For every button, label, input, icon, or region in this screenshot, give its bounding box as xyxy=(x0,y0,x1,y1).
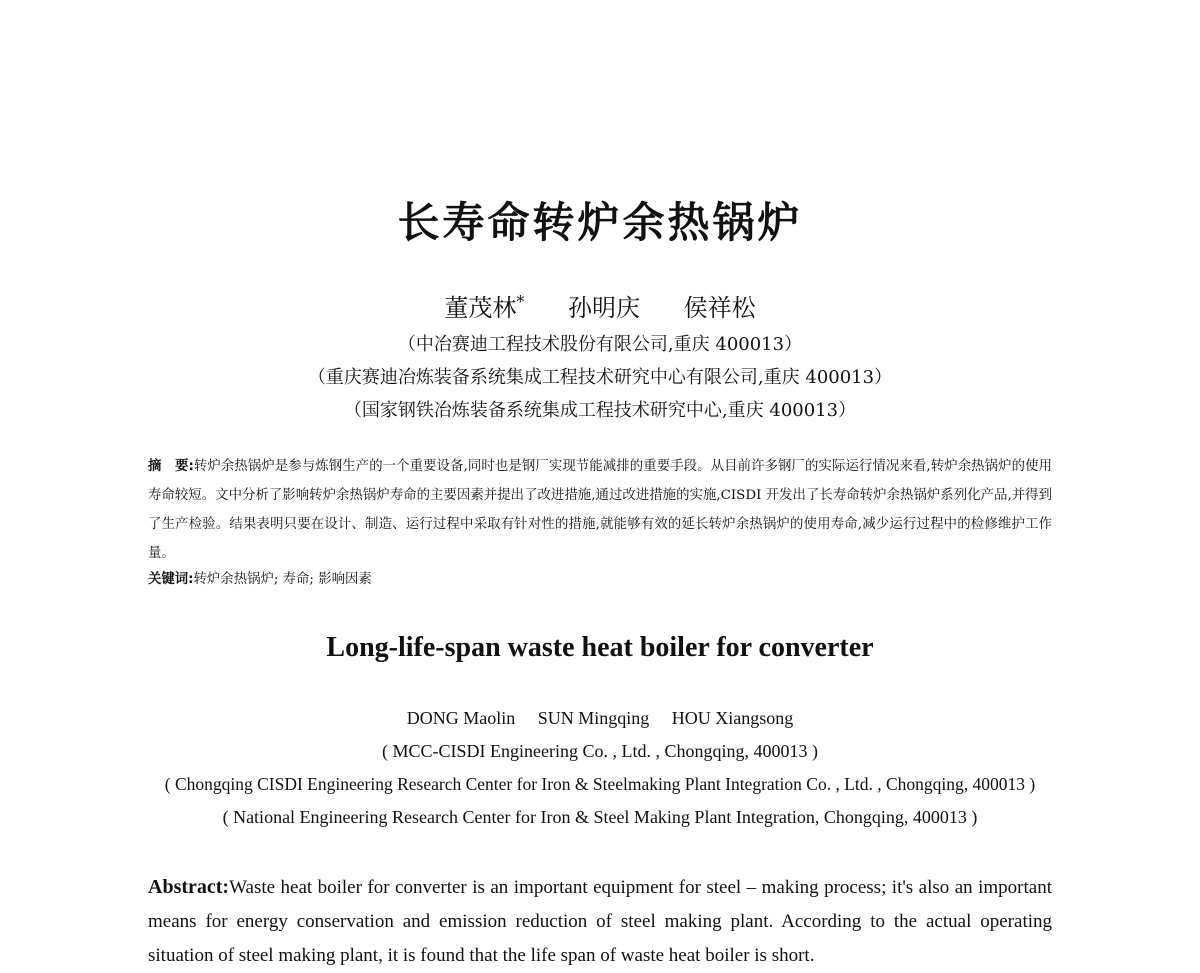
abstract-english xyxy=(148,870,1052,973)
corresponding-author-mark: * xyxy=(516,292,525,311)
author-en-3: HOU Xiangsong xyxy=(671,708,794,728)
author-en-2: SUN Mingqing xyxy=(537,708,650,728)
abstract-en-label: Abstract: xyxy=(148,876,230,898)
affiliation-cn-1: （中冶赛迪工程技术股份有限公司,重庆 400013） xyxy=(397,334,803,355)
title-chinese: 长寿命转炉余热锅炉 xyxy=(397,198,803,247)
title-english: Long-life-span waste heat boiler for converter xyxy=(326,632,874,663)
author-cn-3: 侯祥松 xyxy=(683,294,756,322)
author-cn-1-name: 董茂林 xyxy=(444,294,517,322)
author-en-1: DONG Maolin xyxy=(406,708,516,728)
abstract-cn-label: 摘 要: xyxy=(148,459,194,474)
keywords-cn-label: 关键词: xyxy=(148,572,194,587)
abstract-chinese xyxy=(148,452,1052,568)
authors-english xyxy=(0,708,1200,729)
abstract-en-text: Waste heat boiler for converter is an important equipment for steel – making process; it's also an important means for energy conservation and emission reduction of steel making plant. According to the actual operating situation of steel making plant, it is found that the life span of waste heat boiler is short. xyxy=(148,877,1052,966)
keywords-chinese xyxy=(148,568,1052,587)
authors-chinese xyxy=(0,288,1200,323)
affiliation-en-1: ( MCC-CISDI Engineering Co. , Ltd. , Chongqing, 400013 ) xyxy=(382,741,818,761)
author-cn-2: 孙明庆 xyxy=(568,294,640,322)
affiliation-en-3: ( National Engineering Research Center for Iron & Steel Making Plant Integration, Chongqing, 400013 ) xyxy=(222,807,978,827)
abstract-cn-text: 转炉余热锅炉是参与炼钢生产的一个重要设备,同时也是钢厂实现节能减排的重要手段。从目前许多钢厂的实际运行情况来看,转炉余热锅炉的使用寿命较短。文中分析了影响转炉余热锅炉寿命的主要因素并提出了改进措施,通过改进措施的实施,CISDI 开发出了长寿命转炉余热锅炉系列化产品,并得到了生产检验。结果表明只要在设计、制造、运行过程中采取有针对性的措施,就能够有效的延长转炉余热锅炉的使用寿命,减少运行过程中的检修维护工作量。 xyxy=(148,459,1052,561)
affiliation-cn-2: （重庆赛迪冶炼装备系统集成工程技术研究中心有限公司,重庆 400013） xyxy=(307,367,893,388)
affiliation-cn-3: （国家钢铁冶炼装备系统集成工程技术研究中心,重庆 400013） xyxy=(343,400,857,421)
author-cn-1 xyxy=(444,294,524,322)
keywords-cn-text: 转炉余热锅炉; 寿命; 影响因素 xyxy=(193,572,372,587)
affiliation-en-2: ( Chongqing CISDI Engineering Research Center for Iron & Steelmaking Plant Integration Co. , Ltd. , Chongqing, 400013 ) xyxy=(164,774,1036,794)
